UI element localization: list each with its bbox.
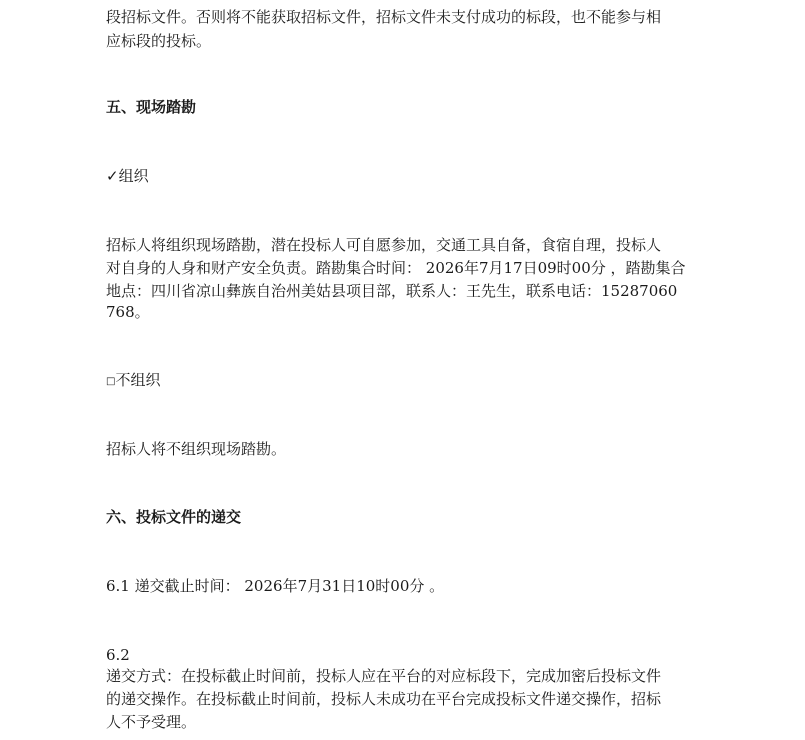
item-6-2-line-2: 的递交操作。在投标截止时间前，投标人未成功在平台完成投标文件递交操作，招标: [106, 690, 662, 708]
option-not-organize: [106, 368, 160, 394]
option-organize: [106, 164, 149, 188]
intro-line-2: 应标段的投标。: [106, 32, 212, 50]
item-6-2-line-1: 递交方式：在投标截止时间前，投标人应在平台的对应标段下，完成加密后投标文件: [106, 667, 662, 685]
option-organize-label: 组织: [118, 167, 149, 185]
intro-line-1: 段招标文件。否则将不能获取招标文件，招标文件未支付成功的标段，也不能参与相: [106, 8, 662, 26]
section-6-heading: 六、投标文件的递交: [106, 508, 242, 526]
organize-text-line-2: 对自身的人身和财产安全负责。踏勘集合时间： 2026年7月17日09时00分 ，踏勘集合: [106, 259, 686, 277]
section-5-heading: 五、现场踏勘: [106, 98, 197, 116]
checkmark-icon: ✓: [106, 167, 119, 185]
option-not-organize-label: 不组织: [115, 371, 161, 389]
empty-checkbox-icon: □: [106, 376, 116, 387]
item-6-2-number: 6.2: [106, 646, 130, 664]
organize-text-line-1: 招标人将组织现场踏勘，潜在投标人可自愿参加，交通工具自备，食宿自理，投标人: [106, 236, 662, 254]
not-organize-text: 招标人将不组织现场踏勘。: [106, 440, 287, 458]
organize-text-line-3: 地点：四川省凉山彝族自治州美姑县项目部，联系人：王先生，联系电话：15287060: [106, 282, 678, 300]
item-6-2-line-3: 人不予受理。: [106, 713, 197, 731]
organize-text-line-4: 768。: [106, 303, 150, 321]
item-6-1: 6.1 递交截止时间： 2026年7月31日10时00分 。: [106, 577, 445, 595]
